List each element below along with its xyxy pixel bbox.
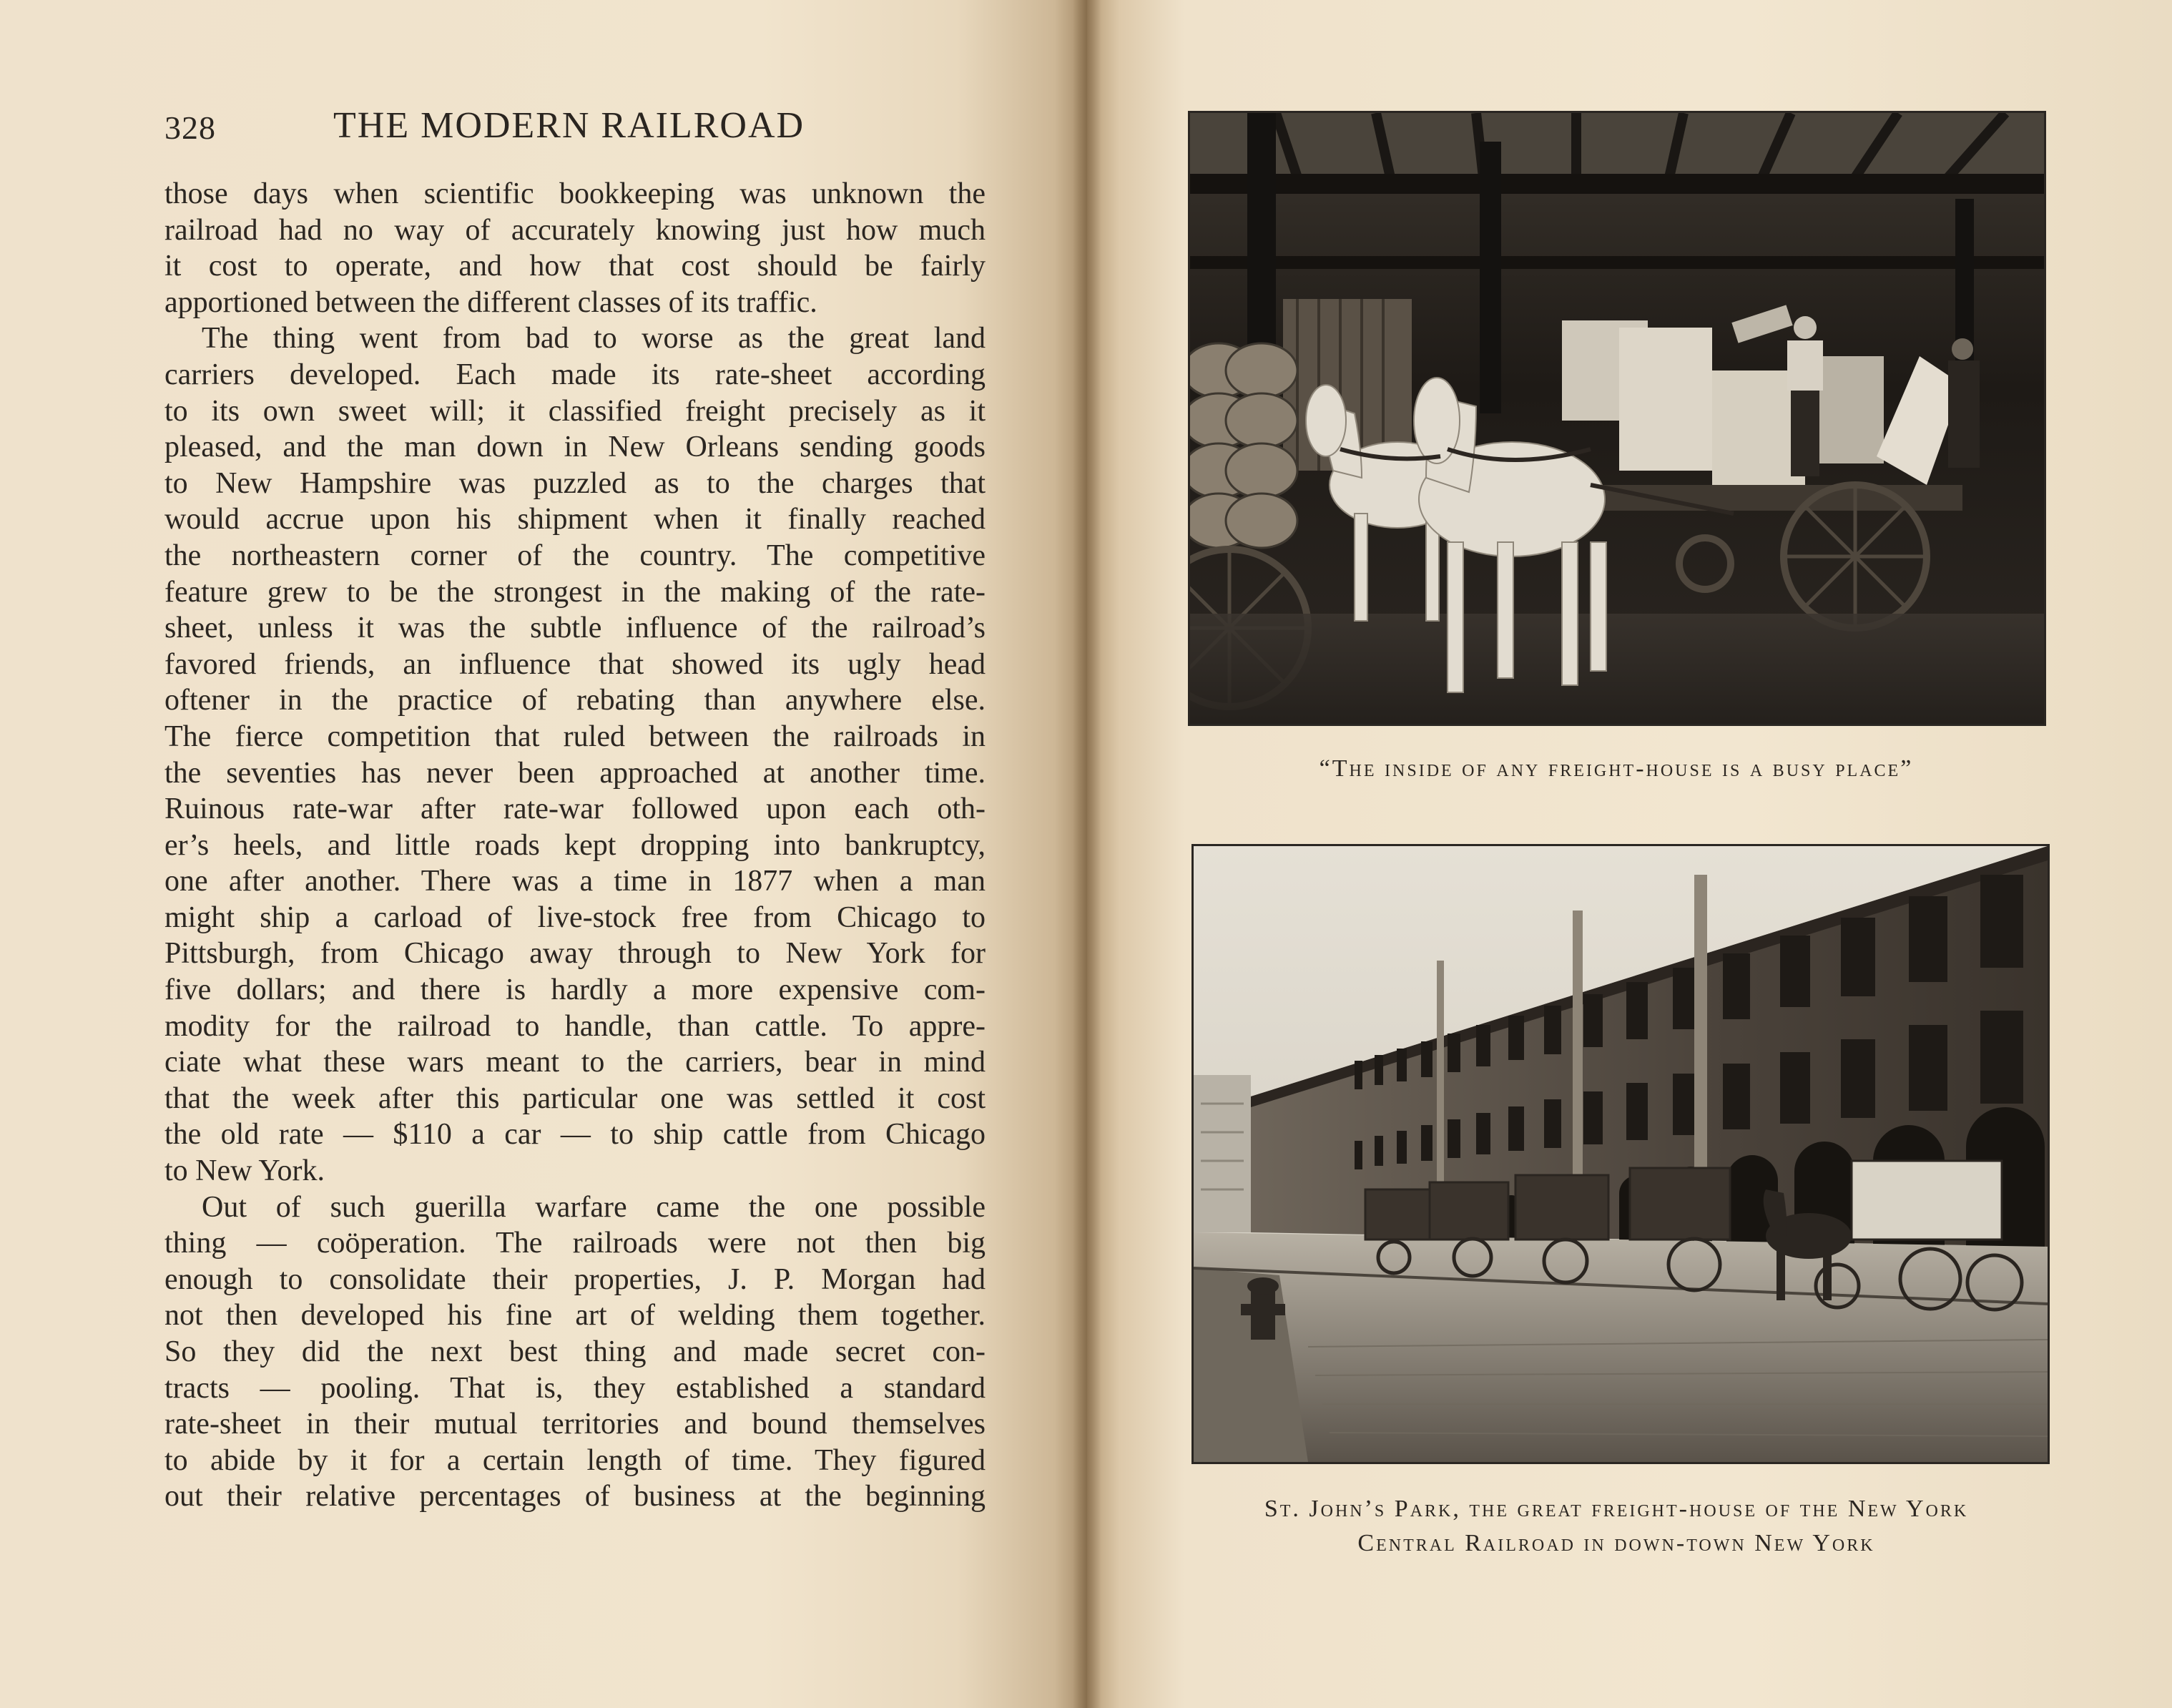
body-text [164, 176, 986, 1515]
caption-line-1: St. John’s Park, the great freight-house of the New York [1264, 1496, 1969, 1522]
text-line: Out of such guerilla warfare came the one possible [202, 1190, 986, 1224]
text-line: out their relative percentages of business at the beginning [164, 1480, 986, 1513]
st-johns-park-illustration [1194, 846, 2048, 1462]
text-line: carriers developed. Each made its rate-sheet according [164, 358, 986, 391]
text-line: five dollars; and there is hardly a more expensive com- [164, 973, 986, 1007]
text-line: Pittsburgh, from Chicago away through to New York for [164, 937, 986, 971]
text-line: to New Hampshire was puzzled as to the charges that [164, 466, 986, 500]
text-line: The fierce competition that ruled between the railroads in [164, 720, 986, 753]
text-line: rate-sheet in their mutual territories and bound themselves [164, 1408, 986, 1441]
text-line: those days when scientific bookkeeping was unknown the [164, 177, 986, 210]
text-line: the seventies has never been approached at another time. [164, 756, 986, 790]
text-line: The thing went from bad to worse as the great land [202, 322, 986, 355]
text-line: railroad had no way of accurately knowing just how much [164, 213, 986, 247]
text-line: the old rate — $110 a car — to ship cattle from Chicago [164, 1118, 986, 1152]
photo-st-johns-park [1191, 844, 2050, 1464]
text-line: tracts — pooling. That is, they established a standard [164, 1371, 986, 1405]
text-line: sheet, unless it was the subtle influence of the railroad’s [164, 612, 986, 645]
page-number: 328 [164, 109, 216, 146]
page-header [164, 100, 987, 157]
caption-line-2: Central Railroad in down-town New York [1357, 1530, 1875, 1556]
photo-freight-house-interior [1188, 111, 2046, 726]
text-line: pleased, and the man down in New Orleans sending goods [164, 431, 986, 464]
text-line: to abide by it for a certain length of time. They figured [164, 1443, 986, 1477]
text-line: thing — coöperation. The railroads were not then big [164, 1227, 986, 1260]
text-line: not then developed his fine art of welding them together. [164, 1299, 986, 1332]
caption-st-johns-park [1144, 1492, 2088, 1561]
text-line: So they did the next best thing and made secret con- [164, 1335, 986, 1368]
text-line: modity for the railroad to handle, than cattle. To appre- [164, 1009, 986, 1043]
text-line: er’s heels, and little roads kept dropping into bankruptcy, [164, 828, 986, 862]
running-head: THE MODERN RAILROAD [333, 105, 805, 146]
text-line: one after another. There was a time in 1877 when a man [164, 865, 986, 898]
text-line: that the week after this particular one was settled it cost [164, 1081, 986, 1115]
text-line: favored friends, an influence that showed its ugly head [164, 647, 986, 681]
text-line: would accrue upon his shipment when it finally reached [164, 503, 986, 536]
text-line: oftener in the practice of rebating than anywhere else. [164, 684, 986, 717]
text-line: might ship a carload of live-stock free from Chicago to [164, 900, 986, 934]
freight-house-illustration [1190, 113, 2044, 724]
text-line: enough to consolidate their properties, J. P. Morgan had [164, 1262, 986, 1296]
text-line: to New York. [164, 1154, 325, 1188]
book-gutter [1073, 0, 1101, 1708]
text-line: it cost to operate, and how that cost should be fairly [164, 250, 986, 283]
text-line: feature grew to be the strongest in the making of the rate- [164, 575, 986, 609]
caption-freight-house-interior: “The inside of any freight-house is a busy place” [1319, 755, 1914, 782]
text-line: the northeastern corner of the country. The competitive [164, 539, 986, 572]
text-line: ciate what these wars meant to the carriers, bear in mind [164, 1046, 986, 1079]
text-line: to its own sweet will; it classified freight precisely as it [164, 394, 986, 428]
text-line: Ruinous rate-war after rate-war followed upon each oth- [164, 792, 986, 826]
text-line: apportioned between the different classes of its traffic. [164, 285, 817, 319]
